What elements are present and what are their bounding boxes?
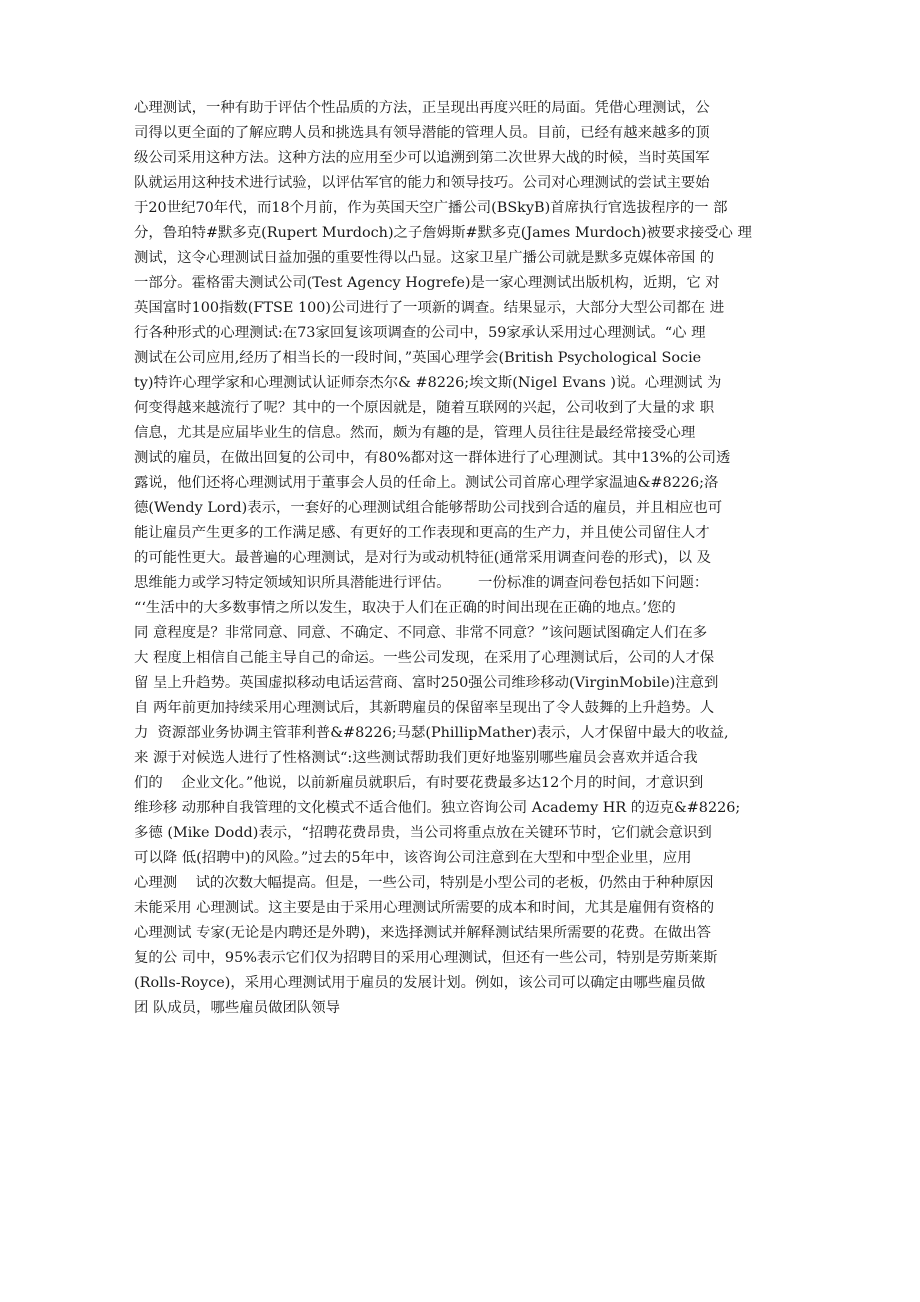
text-line: 测试的雇员，在做出回复的公司中，有80%都对这一群体进行了心理测试。其中13%的公司透 — [134, 450, 731, 466]
text-line: 维珍移 动那种自我管理的文化模式不适合他们。独立咨询公司 Academy HR 的迈克&#8226; — [134, 800, 741, 816]
text-line: 们的 企业文化。”他说，以前新雇员就职后，有时要花费最多达12个月的时间，才意识到 — [134, 775, 704, 791]
text-line: 思维能力或学习特定领域知识所具潜能进行评估。 一份标准的调查问卷包括如下问题： — [134, 575, 709, 591]
text-line: 多德 (Mike Dodd)表示，“招聘花费昂贵，当公司将重点放在关键环节时，它们就会意识到 — [134, 825, 712, 841]
text-line: 德(Wendy Lord)表示，一套好的心理测试组合能够帮助公司找到合适的雇员，并且相应也可 — [134, 500, 723, 516]
text-line: 测试，这令心理测试日益加强的重要性得以凸显。这家卫星广播公司就是默多克媒体帝国 的 — [134, 250, 715, 266]
text-line: ty)特许心理学家和心理测试认证师奈杰尔& #8226;埃文斯(Nigel Evans )说。心理测试 为 — [134, 375, 722, 391]
text-line: 的可能性更大。最普遍的心理测试，是对行为或动机特征(通常采用调查问卷的形式)，以 及 — [134, 550, 712, 566]
text-line: 留 呈上升趋势。英国虚拟移动电话运营商、富时250强公司维珍移动(VirginMobile)注意到 — [134, 675, 719, 691]
text-line: 未能采用 心理测试。这主要是由于采用心理测试所需要的成本和时间，尤其是雇佣有资格的 — [134, 900, 715, 916]
text-line: 行各种形式的心理测试:在73家回复该项调查的公司中，59家承认采用过心理测试。“心 理 — [134, 325, 706, 341]
text-line: 大 程度上相信自己能主导自己的命运。一些公司发现，在采用了心理测试后，公司的人才保 — [134, 650, 715, 666]
text-line: 一部分。霍格雷夫测试公司(Test Agency Hogrefe)是一家心理测试出版机构，近期，它 对 — [134, 275, 720, 291]
text-line: 心理测试，一种有助于评估个性品质的方法，正呈现出再度兴旺的局面。凭借心理测试，公 — [134, 100, 710, 116]
text-line: 分，鲁珀特#默多克(Rupert Murdoch)之子詹姆斯#默多克(James Murdoch)被要求接受心 理 — [134, 225, 752, 241]
text-line: 司得以更全面的了解应聘人员和挑选具有领导潜能的管理人员。目前，已经有越来越多的顶 — [134, 125, 710, 141]
text-line: 自 两年前更加持续采用心理测试后，其新聘雇员的保留率呈现出了令人鼓舞的上升趋势。人 — [134, 700, 715, 716]
text-line: 团 队成员，哪些雇员做团队领导 — [134, 1000, 341, 1016]
text-line: 同 意程度是？非常同意、同意、不确定、不同意、非常不同意？”该问题试图确定人们在多 — [134, 625, 708, 641]
text-line: 可以降 低(招聘中)的风险。”过去的5年中，该咨询公司注意到在大型和中型企业里，应用 — [134, 850, 692, 866]
text-line: 心理测 试的次数大幅提高。但是，一些公司，特别是小型公司的老板，仍然由于种种原因 — [134, 875, 714, 891]
text-line: 信息，尤其是应届毕业生的信息。然而，颇为有趣的是，管理人员往往是最经常接受心理 — [134, 425, 696, 441]
text-line: 心理测试 专家(无论是内聘还是外聘)，来选择测试并解释测试结果所需要的花费。在做出答 — [134, 925, 712, 941]
text-line: 能让雇员产生更多的工作满足感、有更好的工作表现和更高的生产力，并且使公司留住人才 — [134, 525, 710, 541]
text-line: 英国富时100指数(FTSE 100)公司进行了一项新的调查。结果显示，大部分大型公司都在 进 — [134, 300, 725, 316]
text-line: 何变得越来越流行了呢？其中的一个原因就是，随着互联网的兴起，公司收到了大量的求 职 — [134, 400, 715, 416]
text-line: 复的公 司中，95%表示它们仅为招聘目的采用心理测试，但还有一些公司，特别是劳斯莱斯 — [134, 950, 718, 966]
text-line: (Rolls-Royce)，采用心理测试用于雇员的发展计划。例如，该公司可以确定由哪些雇员做 — [134, 975, 706, 991]
text-line: 力 资源部业务协调主管菲利普&#8226;马瑟(PhillipMather)表示，人才保留中最大的收益, — [134, 725, 729, 741]
text-line: 级公司采用这种方法。这种方法的应用至少可以追溯到第二次世界大战的时候，当时英国军 — [134, 150, 710, 166]
text-line: 于20世纪70年代，而18个月前，作为英国天空广播公司(BSkyB)首席执行官选拔程序的一 部 — [134, 200, 728, 216]
text-line: 露说，他们还将心理测试用于董事会人员的任命上。测试公司首席心理学家温迪&#8226;洛 — [134, 475, 719, 491]
text-line: 队就运用这种技术进行试验，以评估军官的能力和领导技巧。公司对心理测试的尝试主要始 — [134, 175, 710, 191]
text-line: 测试在公司应用,经历了相当长的一段时间，”英国心理学会(British Psychological Socie — [134, 350, 702, 366]
text-line: 来 源于对候选人进行了性格测试“:这些测试帮助我们更好地鉴别哪些雇员会喜欢并适合我 — [134, 750, 698, 766]
text-line: “‘生活中的大多数事情之所以发生，取决于人们在正确的时间出现在正确的地点。’您的 — [134, 600, 676, 616]
article-body — [134, 96, 798, 1021]
